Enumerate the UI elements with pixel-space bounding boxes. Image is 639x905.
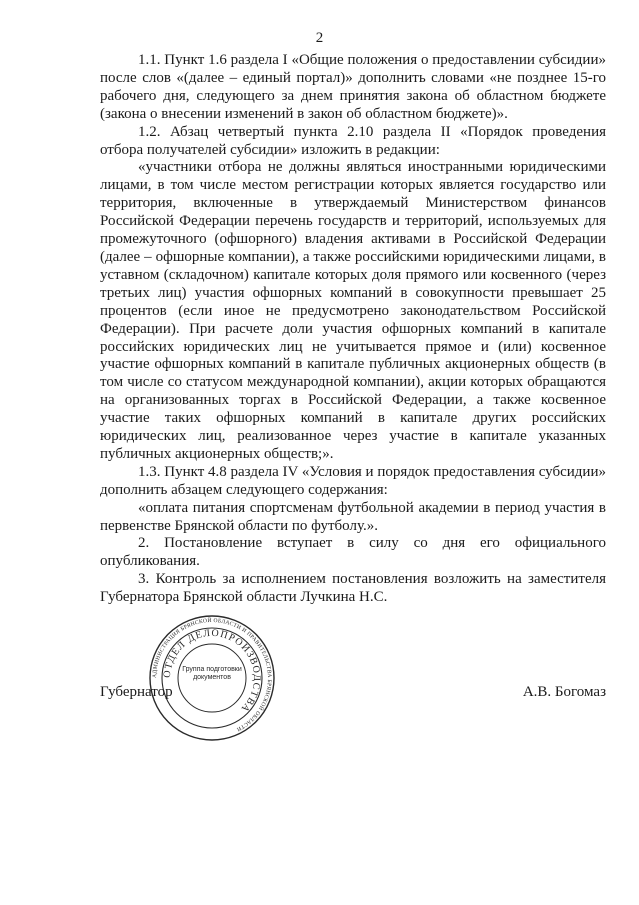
page-number: 2	[315, 30, 324, 46]
paragraph-2: 2. Постановление вступает в силу со дня его официального опубликования.	[100, 535, 606, 570]
paragraph-1-2-quote: «участники отбора не должны являться иностранными юридическими лицами, в том числе местом регистрации которых является государство или территория, включенные в утверждаемый Министерством финансов Российской Федерации перечень государств и территорий, используемых для промежуточного (офшорного) владения активами в Российской Федерации (далее – офшорные компании), а также российскими юридическими лицами, в уставном (складочном) капитале которых доля прямого или косвенного (через третьих лиц) участия офшорных компаний в совокупности превышает 25 процентов (если иное не предусмотрено законодательством Российской Федерации). При расчете доли участия офшорных компаний в капитале российских юридических лиц не учитывается прямое и (или) косвенное участие офшорных компаний в капитале публичных акционерных обществ (в том числе со статусом международной компании), акции которых обращаются на организованных торгах в Российской Федерации, а также косвенное участие таких офшорных компаний в капитале других российских юридических лиц, реализованное через участие в капитале указанных публичных акционерных обществ;».	[100, 159, 606, 462]
paragraph-1-1: 1.1. Пункт 1.6 раздела I «Общие положения о предоставлении субсидии» после слов «(далее – единый портал)» дополнить словами «не позднее 15-го рабочего дня, следующего за днем принятия закона об областном бюджете (закона о внесении изменений в закон об областном бюджете)».	[100, 52, 606, 122]
paragraph-1-2: 1.2. Абзац четвертый пункта 2.10 раздела II «Порядок проведения отбора получателей субсидии» изложить в редакции:	[100, 123, 606, 158]
signature-title: Губернатор	[100, 684, 173, 700]
stamp-arc-textpath: ОТДЕЛ ДЕЛОПРОИЗВОДСТВА	[161, 627, 263, 715]
signature-name: А.В. Богомаз	[522, 684, 606, 700]
stamp-center-text: Группа подготовки документов	[182, 666, 242, 681]
stamp-ring-textpath: АДМИНИСТРАЦИЯ БРЯНСКОЙ ОБЛАСТИ И ПРАВИТЕЛЬСТВА БРЯНСКОЙ ОБЛАСТИ	[151, 617, 273, 733]
official-stamp	[148, 614, 276, 742]
paragraph-3: 3. Контроль за исполнением постановления возложить на заместителя Губернатора Брянской области Лучкина Н.С.	[100, 571, 606, 606]
document-body	[100, 52, 606, 607]
paragraph-1-3: 1.3. Пункт 4.8 раздела IV «Условия и порядок предоставления субсидии» дополнить абзацем следующего содержания:	[100, 463, 606, 498]
paragraph-1-3-quote: «оплата питания спортсменам футбольной академии в период участия в первенстве Брянской области по футболу.».	[100, 499, 606, 534]
